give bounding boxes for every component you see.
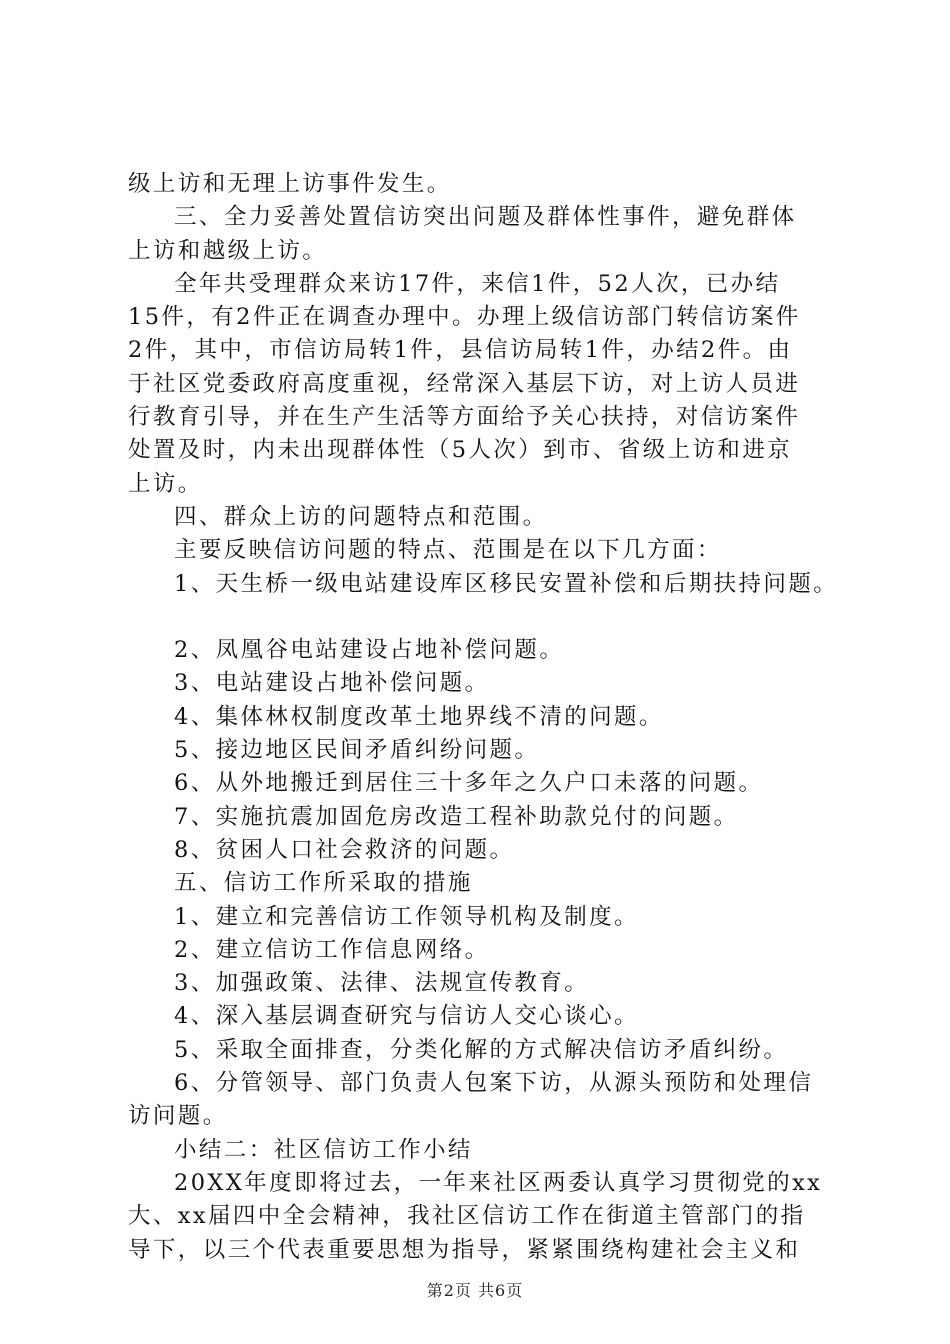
- text-line: 15件，有2件正在调查办理中。办理上级信访部门转信访案件: [128, 304, 801, 331]
- text-line: 于社区党委政府高度重视，经常深入基层下访，对上访人员进: [128, 370, 801, 397]
- text-line: 四、群众上访的问题特点和范围。: [174, 503, 548, 530]
- text-line: 访问题。: [128, 1103, 228, 1130]
- text-line: 4、集体林权制度改革土地界线不清的问题。: [174, 703, 664, 730]
- text-line: 20XX年度即将过去，一年来社区两委认真学习贯彻党的xx: [174, 1169, 823, 1196]
- text-line: 大、xx届四中全会精神，我社区信访工作在街道主管部门的指: [128, 1203, 806, 1230]
- text-line: 8、贫困人口社会救济的问题。: [174, 836, 515, 863]
- text-line: 小结二：社区信访工作小结: [174, 1136, 473, 1163]
- text-line: 行教育引导，并在生产生活等方面给予关心扶持，对信访案件: [128, 404, 801, 431]
- text-line: 3、加强政策、法律、法规宣传教育。: [174, 970, 590, 997]
- text-line: 2、凤凰谷电站建设占地补偿问题。: [174, 637, 565, 664]
- text-line: 主要反映信访问题的特点、范围是在以下几方面：: [174, 537, 722, 564]
- text-line: 三、全力妥善处置信访突出问题及群体性事件，避免群体: [174, 204, 797, 231]
- text-line: 6、分管领导、部门负责人包案下访，从源头预防和处理信: [174, 1070, 814, 1097]
- text-line: 7、实施抗震加固危房改造工程补助款兑付的问题。: [174, 803, 739, 830]
- page-footer: 第2页 共6页: [426, 1281, 524, 1300]
- document-body: [128, 168, 858, 1267]
- text-line: 全年共受理群众来访17件，来信1件，52人次，已办结: [174, 270, 781, 297]
- text-line: 4、深入基层调查研究与信访人交心谈心。: [174, 1003, 639, 1030]
- text-line: 6、从外地搬迁到居住三十多年之久户口未落的问题。: [174, 770, 764, 797]
- text-line: 五、信访工作所采取的措施: [174, 870, 473, 897]
- text-line: 3、电站建设占地补偿问题。: [174, 670, 490, 697]
- text-line: 级上访和无理上访事件发生。: [128, 171, 452, 197]
- text-line: 1、天生桥一级电站建设库区移民安置补偿和后期扶持问题。: [174, 570, 839, 597]
- text-line: 上访。: [128, 470, 203, 497]
- text-line: 处置及时，内未出现群体性（5人次）到市、省级上访和进京: [128, 437, 793, 464]
- text-line: 1、建立和完善信访工作领导机构及制度。: [174, 903, 639, 930]
- text-line: 5、接边地区民间矛盾纠纷问题。: [174, 737, 540, 764]
- text-line: 上访和越级上访。: [128, 237, 328, 264]
- blank-line: [128, 601, 858, 634]
- text-line: 2件，其中，市信访局转1件，县信访局转1件，办结2件。由: [128, 337, 793, 364]
- text-line: 2、建立信访工作信息网络。: [174, 936, 490, 963]
- text-line: 5、采取全面排查，分类化解的方式解决信访矛盾纠纷。: [174, 1036, 789, 1063]
- text-line: 导下，以三个代表重要思想为指导，紧紧围绕构建社会主义和: [128, 1236, 801, 1263]
